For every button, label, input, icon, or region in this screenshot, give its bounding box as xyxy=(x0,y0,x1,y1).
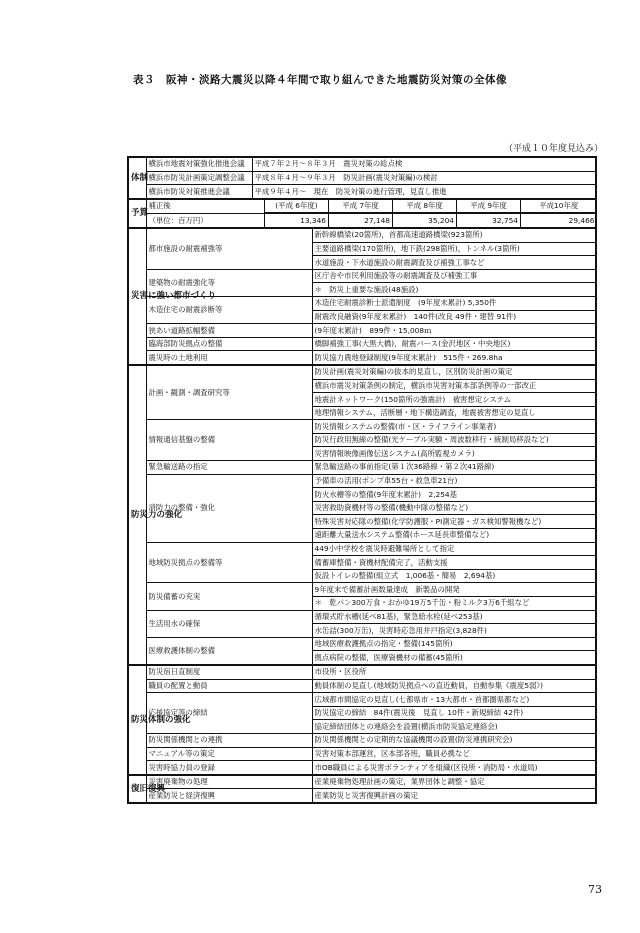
detail-row xyxy=(128,761,596,775)
measure-detail: 地震計ネットワーク(150箇所の強震計) 被害想定システム xyxy=(312,393,596,407)
measure-detail: 449小中学校を震災時避難場所として指定 xyxy=(312,542,596,556)
measure-detail: 9年度末で備蓄計画数量達成 新製品の開発 xyxy=(312,583,596,597)
measure-detail: 防災協定の締結 84件(震災後 見直し 10件・新規締結 42件) xyxy=(312,706,596,720)
taisei-row xyxy=(128,171,596,185)
measures-table xyxy=(127,156,597,804)
detail-row xyxy=(128,679,596,693)
measure-detail: 防災関係機関との定期的な協議機関の設置(防災連携研究会) xyxy=(312,733,596,747)
council-desc: 防災対策の進行管理，見直し推進 xyxy=(335,186,447,196)
budget-table xyxy=(147,200,597,227)
detail-row xyxy=(128,351,596,365)
budget-year: (平成 6年度) xyxy=(265,200,329,214)
budget-label: 補正後 xyxy=(147,200,265,214)
measure-detail: 緊急輸送路の事前指定(第１次36路線・第２次41路線) xyxy=(312,461,596,475)
budget-value: 32,754 xyxy=(457,213,521,227)
budget-value: 27,148 xyxy=(329,213,393,227)
measure-detail: 広域都市間協定の見直し(七都県市・13大都市・首都圏県都など) xyxy=(312,693,596,707)
measure-detail: 新幹線橋梁(20箇所)，首都高速道路橋梁(923箇所) xyxy=(312,228,596,242)
measure-item: 災害時協力員の登録 xyxy=(146,761,312,775)
measure-detail: 循環式貯水槽(延べ81基)，緊急給水栓(延べ253基) xyxy=(312,610,596,624)
measure-item: 災害廃棄物の処理 xyxy=(146,775,312,789)
measure-detail: 水缶詰(300万缶)，災害時応急用井戸指定(3,828件) xyxy=(312,624,596,638)
council-period-desc xyxy=(252,157,596,171)
fiscal-year-note: （平成１０年度見込み） xyxy=(503,144,603,154)
measure-detail: 区庁舎や市民利用施設等の耐震調査及び補強工事 xyxy=(312,269,596,283)
detail-row xyxy=(128,542,596,556)
table-title: 表３ 阪神・淡路大震災以降４年間で取り組んできた地震防災対策の全体像 xyxy=(133,74,507,86)
taisei-row xyxy=(128,185,596,199)
measure-item: 応援協定等の締結 xyxy=(146,693,312,734)
detail-row xyxy=(128,324,596,338)
measure-item: 医療救護体制の整備 xyxy=(146,637,312,665)
detail-row xyxy=(128,775,596,789)
detail-row xyxy=(128,693,596,707)
section-label: 予算 xyxy=(128,199,146,228)
measure-detail: 防火水槽等の整備(9年度末累計) 2,254基 xyxy=(312,488,596,502)
detail-row xyxy=(128,665,596,679)
measure-detail: 災害情報映像画像伝送システム(高所監視カメラ) xyxy=(312,447,596,461)
council-desc: 震災対策の総点検 xyxy=(343,159,403,169)
measure-item: 建築物の耐震強化等 xyxy=(146,269,312,296)
measure-item: 計画・観測・調査研究等 xyxy=(146,365,312,420)
measure-item: 狭あい道路拡幅整備 xyxy=(146,324,312,338)
detail-row xyxy=(128,789,596,803)
measure-item: 生活用水の確保 xyxy=(146,610,312,637)
measure-detail: 備蓄庫整備・資機材配備完了，活動支援 xyxy=(312,556,596,570)
measure-detail: 遠距離大量送水システム整備(ホース延長車整備など) xyxy=(312,529,596,543)
measure-item: 防災宿日直制度 xyxy=(146,665,312,679)
detail-row xyxy=(128,269,596,283)
budget-value: 35,204 xyxy=(393,213,457,227)
section-label: 体制 xyxy=(128,157,146,199)
measure-detail: 防災情報システムの整備(市・区・ライフライン事業者) xyxy=(312,420,596,434)
council-period: 平成８年４月～９年３月 xyxy=(254,173,336,182)
council-name: 横浜市防災対策推進会議 xyxy=(146,185,252,199)
measure-detail: 産業廃棄物処理計画の策定，業界団体と調整・協定 xyxy=(312,775,596,789)
measure-detail: 市役所・区役所 xyxy=(312,665,596,679)
measure-detail: 協定締結団体との連絡会を設置(横浜市防災協定連絡会) xyxy=(312,720,596,734)
council-period-desc xyxy=(252,171,596,185)
measure-detail: 特殊災害対応隊の整備(化学防護服・PI測定器・ガス検知警報機など) xyxy=(312,515,596,529)
budget-row xyxy=(128,199,596,228)
measure-item: 情報通信基盤の整備 xyxy=(146,420,312,461)
measure-detail: ＊ 乾パン300万食・おかゆ19万5千缶・粉ミルク3万6千組など xyxy=(312,597,596,611)
section-label: 災害に強い都市づくり xyxy=(128,228,146,365)
budget-value: 13,346 xyxy=(265,213,329,227)
detail-row xyxy=(128,461,596,475)
measure-detail: 仮設トイレの整備(組立式 1,006基・簡易 2,694基) xyxy=(312,569,596,583)
measure-detail: 防災行政用無線の整備(光ケーブル実験・周波数移行・統制局移設など) xyxy=(312,433,596,447)
measure-detail: 横浜市震災対策条例の制定，横浜市災害対策本部条例等の一部改正 xyxy=(312,379,596,393)
detail-row xyxy=(128,747,596,761)
measure-item: 緊急輸送路の指定 xyxy=(146,461,312,475)
council-desc: 防災計画(震災対策編)の検討 xyxy=(343,173,438,182)
measure-detail: 地域医療救護拠点の指定・整備(145箇所) xyxy=(312,637,596,651)
measure-detail: 木造住宅耐震診断士派遣制度 (9年度末累計) 5,350件 xyxy=(312,296,596,310)
measure-item: 臨海部防災拠点の整備 xyxy=(146,337,312,351)
detail-row xyxy=(128,583,596,597)
measure-detail: 拠点病院の整備，医療資機材の備蓄(45箇所) xyxy=(312,651,596,665)
council-name: 横浜市地震対策強化推進会議 xyxy=(146,157,252,171)
measure-detail: 予備車の活用(ポンプ車55台・救急車21台) xyxy=(312,474,596,488)
detail-row xyxy=(128,637,596,651)
measure-detail: 防災協力農地登録制度(9年度末累計) 515件・269.8ha xyxy=(312,351,596,365)
measure-detail: 防災計画(震災対策編)の抜本的見直し，区別防災計画の策定 xyxy=(312,365,596,379)
measure-detail: 産業防災と災害復興計画の策定 xyxy=(312,789,596,803)
measure-detail: 主要道路橋梁(170箇所)，地下鉄(298箇所)，トンネル(3箇所) xyxy=(312,242,596,256)
measure-item: 震災時の土地利用 xyxy=(146,351,312,365)
budget-cell xyxy=(146,199,596,228)
measure-item: 防災備蓄の充実 xyxy=(146,583,312,610)
section-label: 復旧復興 xyxy=(128,775,146,803)
page-number: 73 xyxy=(588,883,602,896)
council-period: 平成７年２月～８年３月 xyxy=(254,159,336,169)
budget-year: 平成 7年度 xyxy=(329,200,393,214)
budget-year: 平成10年度 xyxy=(521,200,597,214)
detail-row xyxy=(128,610,596,624)
measure-item: 木造住宅の耐震診断等 xyxy=(146,296,312,323)
measure-item: 都市施設の耐震補強等 xyxy=(146,228,312,269)
measure-detail: (9年度末累計) 899件・15,008ｍ xyxy=(312,324,596,338)
measure-detail: 災害対策本部運営，区本部各班，職員必携など xyxy=(312,747,596,761)
council-period-desc xyxy=(252,185,596,199)
measure-detail: 災害救助資機材等の整備(機動中隊の整備など) xyxy=(312,501,596,515)
detail-row xyxy=(128,420,596,434)
council-period: 平成９年４月～ 現在 xyxy=(254,186,329,196)
detail-row xyxy=(128,474,596,488)
budget-year: 平成 8年度 xyxy=(393,200,457,214)
measure-detail: 水道施設・下水道施設の耐震調査及び補強工事など xyxy=(312,256,596,270)
measure-item: マニュアル等の策定 xyxy=(146,747,312,761)
measure-item: 職員の配置と動員 xyxy=(146,679,312,693)
measure-item: 防災関係機関との連携 xyxy=(146,733,312,747)
section-label: 防災体制の強化 xyxy=(128,665,146,775)
measure-detail: 地理情報システム，活断層・地下構造調査，地震被害想定の見直し xyxy=(312,406,596,420)
measure-detail: ＊ 防災上重要な施設(48施設) xyxy=(312,283,596,297)
measure-detail: 橋脚補強工事(大黒大橋)，耐震バース(金沢地区・中央地区) xyxy=(312,337,596,351)
detail-row xyxy=(128,733,596,747)
measure-item: 地域防災拠点の整備等 xyxy=(146,542,312,583)
detail-row xyxy=(128,365,596,379)
measure-item: 消防力の整備・強化 xyxy=(146,474,312,542)
measure-detail: 動員体制の見直し(地域防災拠点への直近動員，自動参集《震度5弱》) xyxy=(312,679,596,693)
detail-row xyxy=(128,228,596,242)
measure-detail: 市OB職員による災害ボランティアを組織(区役所・消防局・水道局) xyxy=(312,761,596,775)
budget-year: 平成 9年度 xyxy=(457,200,521,214)
section-label: 防災力の強化 xyxy=(128,365,146,665)
taisei-row xyxy=(128,157,596,171)
measure-detail: 耐震改良融資(9年度末累計) 140件(改良 49件・建替 91件) xyxy=(312,310,596,324)
budget-value: 29,466 xyxy=(521,213,597,227)
budget-unit: （単位：百万円） xyxy=(147,213,265,227)
council-name: 横浜市防災計画策定調整会議 xyxy=(146,171,252,185)
measure-item: 産業防災と経済復興 xyxy=(146,789,312,803)
detail-row xyxy=(128,337,596,351)
